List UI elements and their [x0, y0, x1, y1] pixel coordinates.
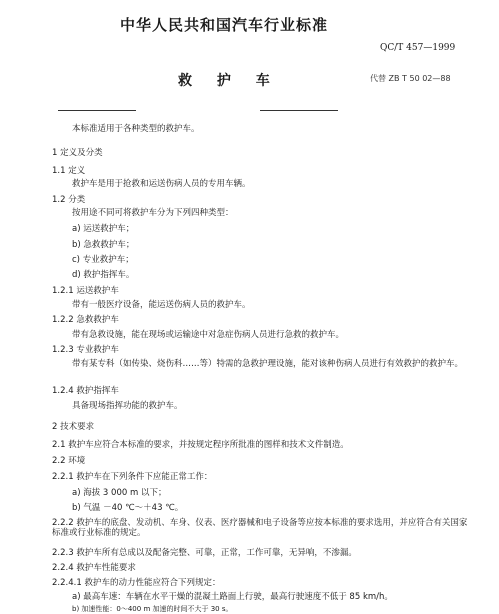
line-1-2-3: 1.2.3 专业救护车	[52, 345, 119, 355]
line-2-2-4-1: 2.2.4.1 救护车的动力性能应符合下列规定：	[52, 578, 221, 588]
list-b: b) 急救救护车；	[72, 240, 135, 250]
line-2-2-1-a: a) 海拔 3 000 m 以下；	[72, 488, 167, 498]
line-2-1: 2.1 救护车应符合本标准的要求，并按规定程序所批准的图样和技术文件制造。	[52, 440, 349, 450]
line-2-2-3: 2.2.3 救护车所有总成以及配备完整、可靠，正常，工作可靠，无异响，不渗漏。	[52, 548, 357, 558]
line-1-1-text: 救护车是用于抢救和运送伤病人员的专用车辆。	[72, 179, 251, 189]
line-2-2-2: 2.2.2 救护车的底盘、发动机、车身、仪表、医疗器械和电子设备等应按本标准的要求选用，并应符合有关国家标准或行业标准的规定。	[52, 518, 468, 538]
line-2-2-1-b: b) 气温 －40 ℃～＋43 ℃。	[72, 503, 184, 513]
line-1-2-4: 1.2.4 救护指挥车	[52, 386, 119, 396]
list-c: c) 专业救护车；	[72, 255, 134, 265]
list-a: a) 运送救护车；	[72, 224, 135, 234]
section-1: 1 定义及分类	[52, 148, 103, 158]
line-1-2-3-text: 带有某专科（如传染、烧伤科……等）特需的急救护理设施，能对该种伤病人员进行有效救护的救护车。	[72, 359, 464, 369]
line-2-2: 2.2 环境	[52, 456, 86, 466]
line-1-2: 1.2 分类	[52, 195, 86, 205]
section-2: 2 技术要求	[52, 422, 95, 432]
org-title: 中华人民共和国汽车行业标准	[120, 16, 329, 34]
line-1-2-4-text: 具备现场指挥功能的救护车。	[72, 401, 183, 411]
line-2-2-4: 2.2.4 救护车性能要求	[52, 563, 136, 573]
line-1-2-2-text: 带有急救设施，能在现场或运输途中对急症伤病人员进行急救的救护车。	[72, 330, 345, 340]
divider-right	[260, 110, 338, 111]
document-title: 救 护 车	[178, 73, 280, 89]
replaces-note: 代替 ZB T 50 02—88	[370, 74, 451, 83]
intro-text: 本标准适用于各种类型的救护车。	[72, 124, 200, 134]
line-1-2-text: 按用途不同可将救护车分为下列四种类型：	[72, 208, 234, 218]
line-1-2-1-text: 带有一般医疗设备，能运送伤病人员的救护车。	[72, 300, 251, 310]
line-1-1: 1.1 定义	[52, 166, 86, 176]
line-2-2-4-1-b: b) 加速性能：0～400 m 加速的时间不大于 30 s。	[72, 605, 233, 613]
line-2-2-1: 2.2.1 救护车在下列条件下应能正常工作：	[52, 472, 213, 482]
standard-number: QC/T 457—1999	[380, 43, 456, 53]
divider-left	[58, 110, 136, 111]
line-1-2-2: 1.2.2 急救救护车	[52, 315, 119, 325]
list-d: d) 救护指挥车。	[72, 270, 135, 280]
line-1-2-1: 1.2.1 运送救护车	[52, 286, 119, 296]
line-2-2-4-1-a: a) 最高车速：车辆在水平干燥的混凝土路面上行驶，最高行驶速度不低于 85 km/h。	[72, 592, 393, 602]
